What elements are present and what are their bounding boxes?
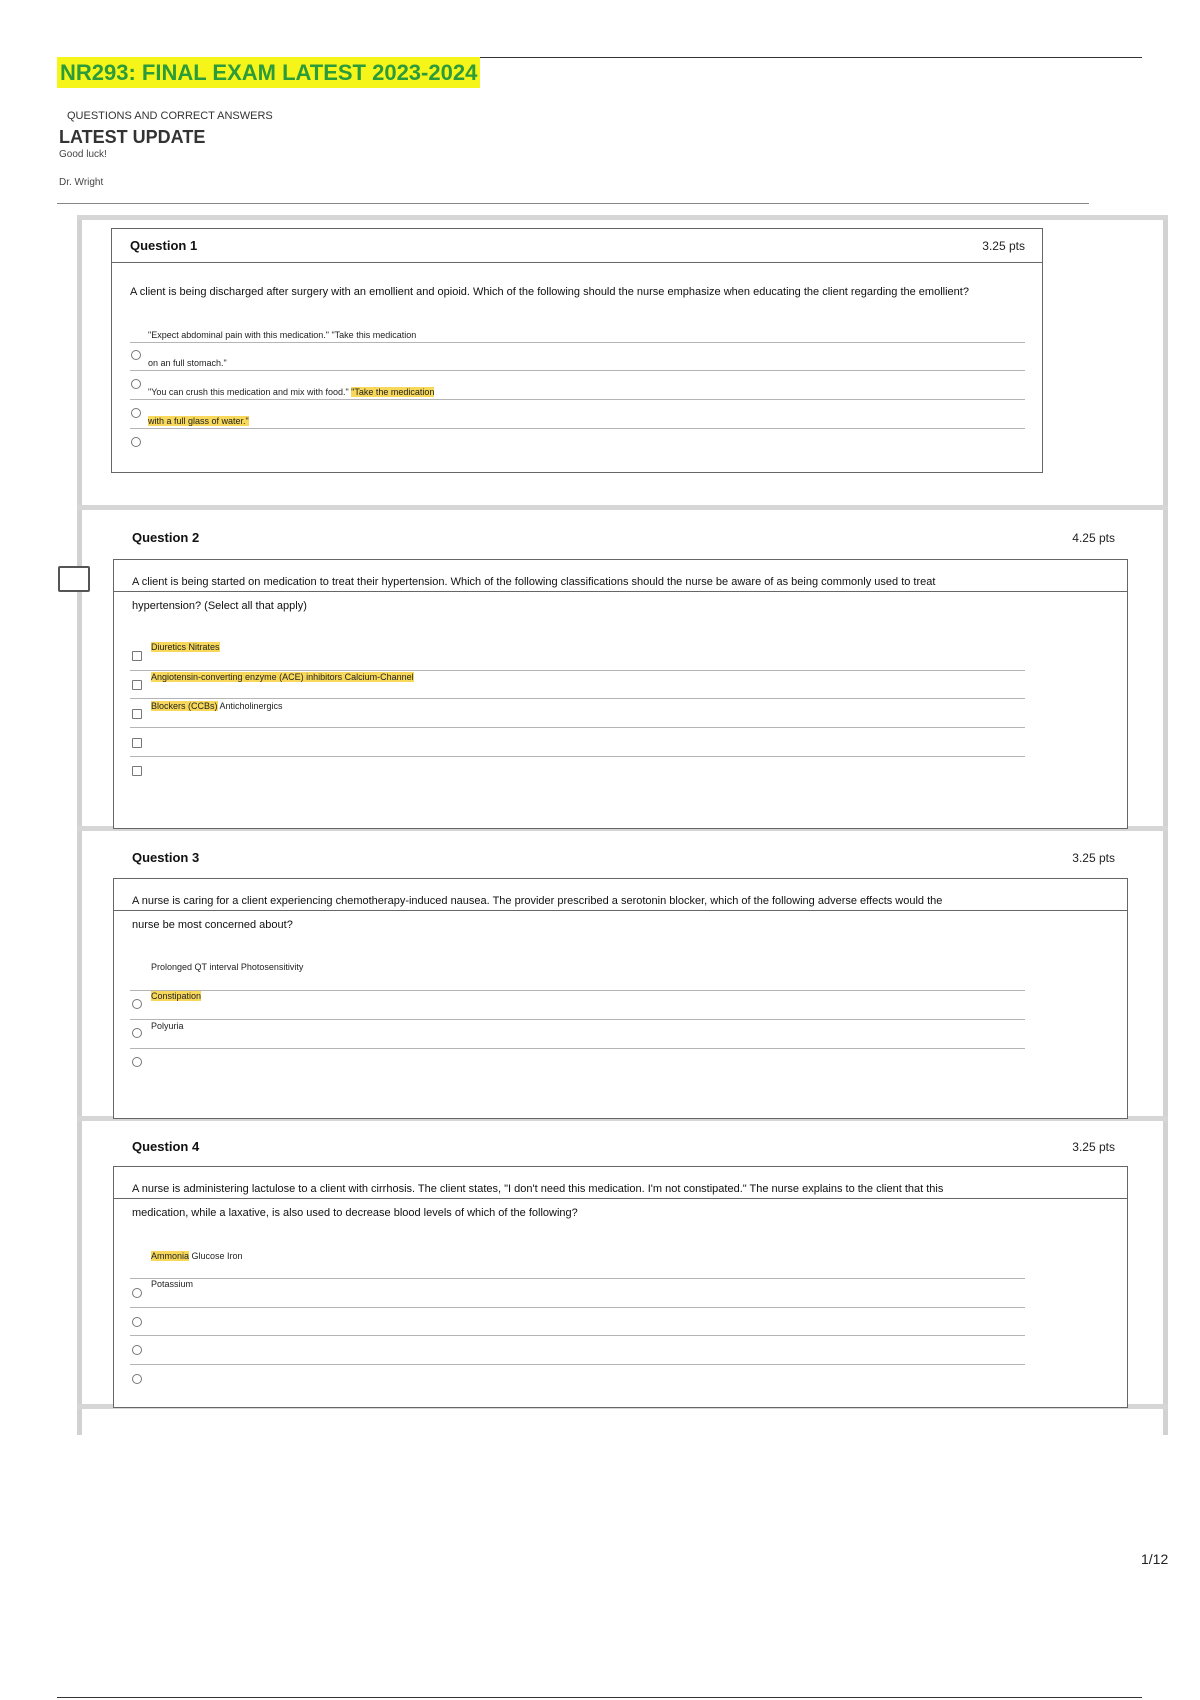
question-1-option-line: "Expect abdominal pain with this medication." "Take this medication	[148, 330, 417, 340]
option-rule	[130, 670, 1025, 671]
radio-button[interactable]	[131, 350, 141, 360]
question-3-text: nurse be most concerned about?	[132, 919, 293, 931]
option-rule	[130, 990, 1025, 991]
question-2-option-line: Blockers (CCBs) Anticholinergics	[151, 701, 283, 711]
page-number: 1/12	[1141, 1551, 1169, 1567]
question-2-header-rule	[113, 591, 1127, 592]
correct-answer-highlight: Constipation	[151, 991, 202, 1001]
header-divider	[57, 203, 1089, 204]
question-1-card	[111, 228, 1043, 473]
radio-button[interactable]	[132, 1028, 142, 1038]
question-3-points: 3.25 pts	[1072, 851, 1115, 865]
option-rule	[130, 399, 1025, 400]
correct-answer-highlight: Angiotensin-converting enzyme (ACE) inhibitors Calcium-Channel	[151, 672, 414, 682]
option-rule	[130, 1335, 1025, 1336]
bookmark-tab[interactable]	[58, 566, 90, 592]
question-4-option-line: Potassium	[151, 1279, 194, 1289]
question-2-points: 4.25 pts	[1072, 531, 1115, 545]
question-4-points: 3.25 pts	[1072, 1140, 1115, 1154]
frame-top	[77, 215, 1168, 220]
correct-answer-highlight: Diuretics Nitrates	[151, 642, 220, 652]
question-3-title: Question 3	[132, 850, 200, 865]
checkbox[interactable]	[132, 680, 142, 690]
question-2-option-line	[151, 672, 414, 682]
correct-answer-highlight: Blockers (CCBs)	[151, 701, 218, 711]
option-rule	[130, 756, 1025, 757]
question-2-text: hypertension? (Select all that apply)	[132, 600, 307, 612]
question-3-header-rule	[113, 910, 1127, 911]
radio-button[interactable]	[131, 437, 141, 447]
subtitle: QUESTIONS AND CORRECT ANSWERS	[67, 110, 273, 122]
checkbox[interactable]	[132, 738, 142, 748]
option-rule	[130, 428, 1025, 429]
question-1-title: Question 1	[130, 238, 198, 253]
question-2-text: A client is being started on medication to treat their hypertension. Which of the following classifications should the nurse be aware of as being commonly used to treat	[132, 576, 936, 588]
latest-update: LATEST UPDATE	[59, 127, 206, 147]
option-rule	[130, 1307, 1025, 1308]
exam-title: NR293: FINAL EXAM LATEST 2023-2024	[57, 57, 480, 88]
option-rule	[130, 727, 1025, 728]
option-rule	[130, 370, 1025, 371]
question-1-points: 3.25 pts	[982, 239, 1025, 253]
question-3-card	[113, 878, 1128, 1119]
option-rule	[130, 1364, 1025, 1365]
option-rule	[130, 1048, 1025, 1049]
author: Dr. Wright	[59, 177, 104, 188]
radio-button[interactable]	[131, 379, 141, 389]
question-2-option-line	[151, 642, 220, 652]
bottom-rule	[57, 1697, 1142, 1698]
question-1-option-line: "You can crush this medication and mix with food." "Take the medication	[148, 387, 435, 397]
checkbox[interactable]	[132, 766, 142, 776]
question-1-option-line	[148, 416, 249, 426]
radio-button[interactable]	[132, 1057, 142, 1067]
question-4-text: A nurse is administering lactulose to a client with cirrhosis. The client states, "I don't need this medication. I'm not constipated." The nurse explains to the client that this	[132, 1183, 944, 1195]
good-luck: Good luck!	[59, 149, 107, 160]
radio-button[interactable]	[131, 408, 141, 418]
question-4-option-line: Ammonia Glucose Iron	[151, 1251, 243, 1261]
question-4-header-rule	[113, 1198, 1127, 1199]
option-rule	[130, 1278, 1025, 1279]
radio-button[interactable]	[132, 1317, 142, 1327]
question-4-card	[113, 1166, 1128, 1408]
correct-answer-highlight: "Take the medication	[351, 387, 435, 397]
option-rule	[130, 342, 1025, 343]
question-1-option-line: on an full stomach."	[148, 358, 227, 368]
radio-button[interactable]	[132, 1345, 142, 1355]
option-rule	[130, 1019, 1025, 1020]
separator	[77, 505, 1168, 510]
correct-answer-highlight: Ammonia	[151, 1251, 190, 1261]
radio-button[interactable]	[132, 1288, 142, 1298]
question-4-title: Question 4	[132, 1139, 200, 1154]
question-1-header-rule	[111, 262, 1042, 263]
question-2-title: Question 2	[132, 530, 200, 545]
radio-button[interactable]	[132, 999, 142, 1009]
checkbox[interactable]	[132, 651, 142, 661]
question-3-option-line	[151, 991, 201, 1001]
checkbox[interactable]	[132, 709, 142, 719]
question-3-option-line: Prolonged QT interval Photosensitivity	[151, 962, 304, 972]
question-3-text: A nurse is caring for a client experiencing chemotherapy-induced nausea. The provider prescribed a serotonin blocker, which of the following adverse effects would the	[132, 895, 943, 907]
question-4-text: medication, while a laxative, is also used to decrease blood levels of which of the following?	[132, 1207, 578, 1219]
question-3-option-line: Polyuria	[151, 1021, 184, 1031]
radio-button[interactable]	[132, 1374, 142, 1384]
correct-answer-highlight: with a full glass of water."	[148, 416, 249, 426]
question-1-text: A client is being discharged after surgery with an emollient and opioid. Which of the following should the nurse emphasize when educating the client regarding the emollient?	[130, 286, 969, 298]
option-rule	[130, 698, 1025, 699]
